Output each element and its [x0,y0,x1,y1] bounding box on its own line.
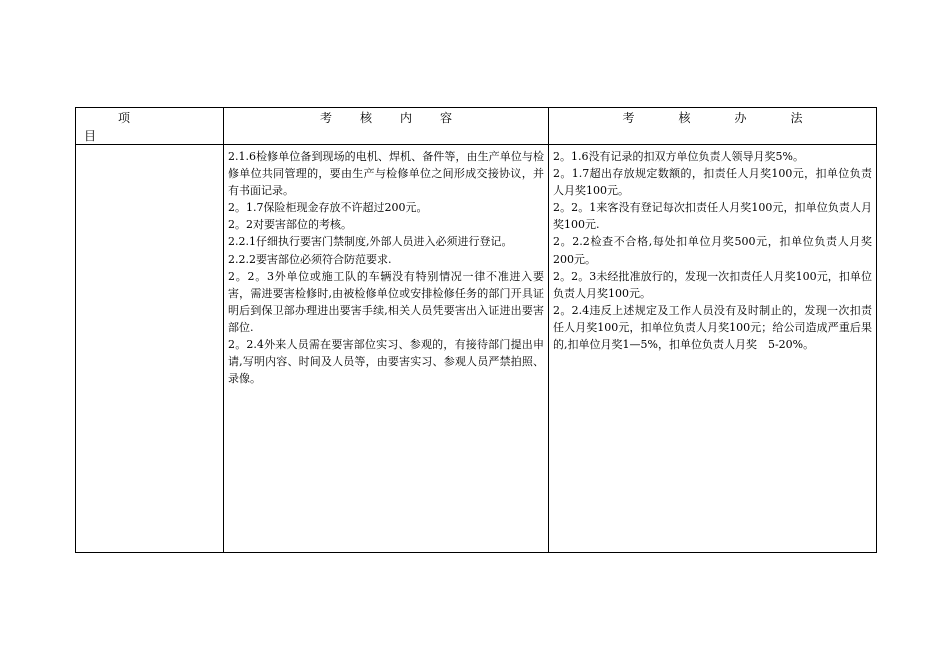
header-content-char: 内 [400,111,413,125]
content-paragraph: 2.1.6检修单位备到现场的电机、焊机、备件等，由生产单位与检修单位共同管理的，要由生产与检修单位之间形成交接协议，并有书面记录。 [228,150,544,198]
method-text [549,145,876,353]
method-paragraph: 2。2.4违反上述规定及工作人员没有及时制止的，发现一次扣责任人月奖100元，扣单位负责人月奖100元；给公司造成严重后果的,扣单位月奖1—5%，扣单位负责人月奖 5-20%。 [553,303,872,352]
content-paragraph: 2。1.7保险柜现金存放不许超过200元。 [228,201,428,215]
method-paragraph: 2。2.2检查不合格,每处扣单位月奖500元，扣单位负责人月奖200元。 [553,235,872,266]
content-text [224,145,548,387]
assessment-table [75,107,877,553]
header-method-char: 考 [622,111,635,125]
table-header-row [76,108,877,145]
content-paragraph: 2。2.4外来人员需在要害部位实习、参观的，有接待部门提出申请,写明内容、时间及人员等，由要害实习、参观人员严禁拍照、录像。 [228,338,544,386]
method-cell [549,145,877,553]
content-paragraph: 2.2.1仔细执行要害门禁制度,外部人员进入必须进行登记。 [228,235,513,249]
header-item-cell [76,108,224,145]
header-method-cell [549,108,877,145]
header-content-label [224,108,548,126]
header-content-char: 考 [319,111,332,125]
header-method-char: 办 [734,111,747,125]
method-paragraph: 2。2。1来客没有登记每次扣责任人月奖100元，扣单位负责人月奖100元. [553,201,872,232]
content-paragraph: 2。2。3外单位或施工队的车辆没有特别情况一律不准进入要害，需进要害检修时,由被检修单位或安排检修任务的部门开具证明后到保卫部办理进出要害手续,相关人员凭要害出入证进出要害部位. [228,269,544,334]
table-body-row [76,145,877,553]
header-content-char: 核 [359,111,372,125]
method-paragraph: 2。2。3未经批准放行的，发现一次扣责任人月奖100元，扣单位负责人月奖100元。 [553,269,872,300]
item-cell [76,145,224,553]
header-item-label-bottom: 目 [84,129,97,143]
method-paragraph: 2。1.7超出存放规定数额的，扣责任人月奖100元，扣单位负责人月奖100元。 [553,167,872,198]
content-paragraph: 2.2.2要害部位必须符合防范要求. [228,252,392,266]
header-content-char: 容 [440,111,453,125]
header-method-char: 核 [678,111,691,125]
content-paragraph: 2。2对要害部位的考核。 [228,218,352,232]
header-item-label-top: 项 [118,111,131,125]
header-content-cell [224,108,549,145]
header-method-char: 法 [790,111,803,125]
header-method-label [549,108,876,126]
content-cell [224,145,549,553]
method-paragraph: 2。1.6没有记录的扣双方单位负责人领导月奖5%。 [553,150,804,163]
